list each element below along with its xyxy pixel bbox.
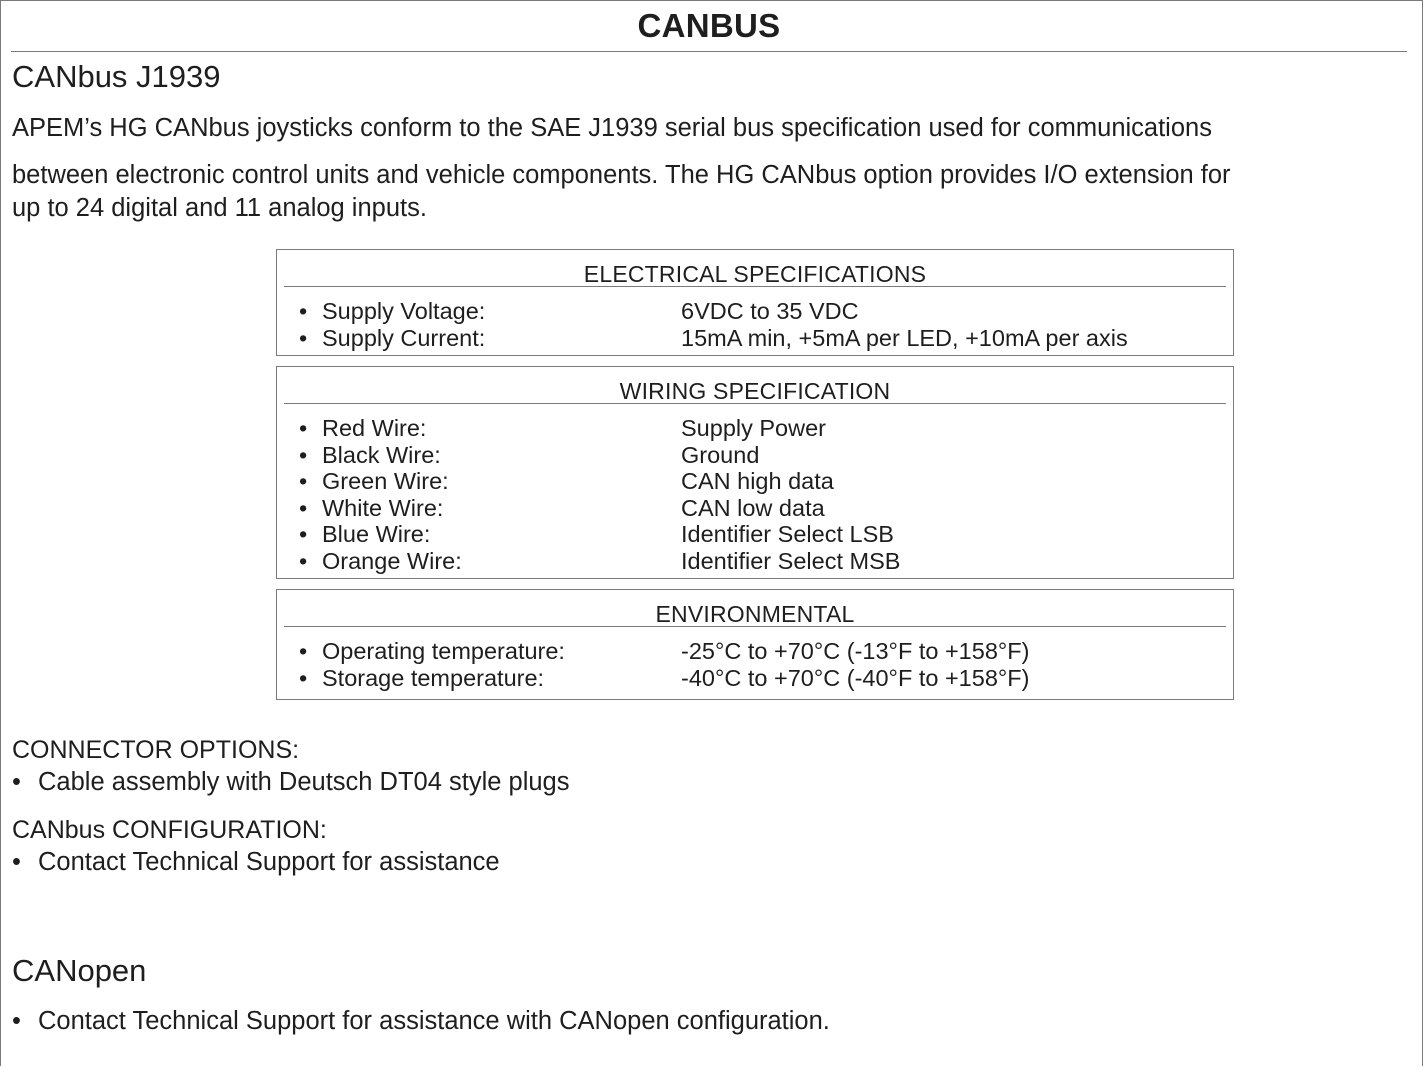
spec-label: Storage temperature: (322, 664, 545, 691)
spec-label: Blue Wire: (322, 521, 431, 547)
spec-label: Operating temperature: (322, 638, 565, 664)
spec-row (277, 638, 1233, 665)
spec-list (277, 287, 1233, 351)
spec-value: Supply Power (681, 415, 826, 441)
intro-paragraph-line: up to 24 digital and 11 analog inputs. (12, 194, 427, 222)
canopen-text: Contact Technical Support for assistance with CANopen configuration. (38, 1007, 830, 1035)
bullet-icon: • (12, 1007, 21, 1035)
spec-label: Black Wire: (322, 441, 441, 468)
bullet-icon: • (299, 664, 308, 691)
canbus-configuration-heading: CANbus CONFIGURATION: (12, 816, 327, 844)
bullet-icon: • (12, 768, 21, 796)
spec-value: CAN low data (681, 494, 825, 521)
bullet-icon: • (299, 298, 308, 324)
spec-list (277, 404, 1233, 574)
section-heading-canbus-j1939: CANbus J1939 (12, 59, 221, 94)
spec-value: -40°C to +70°C (-40°F to +158°F) (681, 664, 1030, 691)
spec-row (277, 495, 1233, 522)
spec-row (277, 415, 1233, 442)
connector-option-text: Cable assembly with Deutsch DT04 style plugs (38, 768, 570, 796)
page-title: CANBUS (637, 7, 781, 44)
spec-value: Ground (681, 441, 760, 468)
canopen-item (12, 1007, 830, 1036)
connector-option-item (12, 768, 569, 797)
spec-list (277, 627, 1233, 691)
spec-label: Green Wire: (322, 468, 449, 494)
spec-value: 6VDC to 35 VDC (681, 298, 859, 324)
spec-value: Identifier Select LSB (681, 521, 894, 547)
electrical-specifications-box (276, 249, 1234, 356)
spec-box-title: ELECTRICAL SPECIFICATIONS (284, 250, 1226, 287)
spec-row (277, 468, 1233, 495)
spec-label: Supply Current: (322, 324, 486, 351)
canbus-configuration-text: Contact Technical Support for assistance (38, 848, 500, 876)
connector-options-heading: CONNECTOR OPTIONS: (12, 736, 300, 764)
bullet-icon: • (12, 848, 21, 876)
bullet-icon: • (299, 547, 308, 574)
intro-paragraph-line: between electronic control units and vehicle components. The HG CANbus option provides I/O extension for (12, 161, 1231, 189)
page-header (11, 1, 1407, 52)
spec-row (277, 521, 1233, 548)
bullet-icon: • (299, 521, 308, 547)
spec-row (277, 298, 1233, 325)
spec-value: 15mA min, +5mA per LED, +10mA per axis (681, 324, 1128, 351)
spec-label: Orange Wire: (322, 547, 462, 574)
bullet-icon: • (299, 441, 308, 468)
canbus-configuration-item (12, 848, 500, 877)
section-heading-canopen: CANopen (12, 953, 147, 988)
bullet-icon: • (299, 324, 308, 351)
spec-row (277, 325, 1233, 352)
wiring-specification-box (276, 366, 1234, 579)
intro-paragraph-line: APEM’s HG CANbus joysticks conform to the SAE J1939 serial bus specification used for communications (12, 114, 1212, 142)
spec-label: Red Wire: (322, 415, 427, 441)
spec-label: Supply Voltage: (322, 298, 486, 324)
bullet-icon: • (299, 468, 308, 494)
environmental-box (276, 589, 1234, 700)
bullet-icon: • (299, 638, 308, 664)
spec-box-title: WIRING SPECIFICATION (284, 367, 1226, 404)
spec-row (277, 665, 1233, 692)
spec-label: White Wire: (322, 494, 444, 521)
bullet-icon: • (299, 494, 308, 521)
bullet-icon: • (299, 415, 308, 441)
spec-box-title: ENVIRONMENTAL (284, 590, 1226, 627)
spec-row (277, 442, 1233, 469)
spec-value: CAN high data (681, 468, 834, 494)
spec-row (277, 548, 1233, 575)
spec-value: Identifier Select MSB (681, 547, 901, 574)
spec-value: -25°C to +70°C (-13°F to +158°F) (681, 638, 1030, 664)
